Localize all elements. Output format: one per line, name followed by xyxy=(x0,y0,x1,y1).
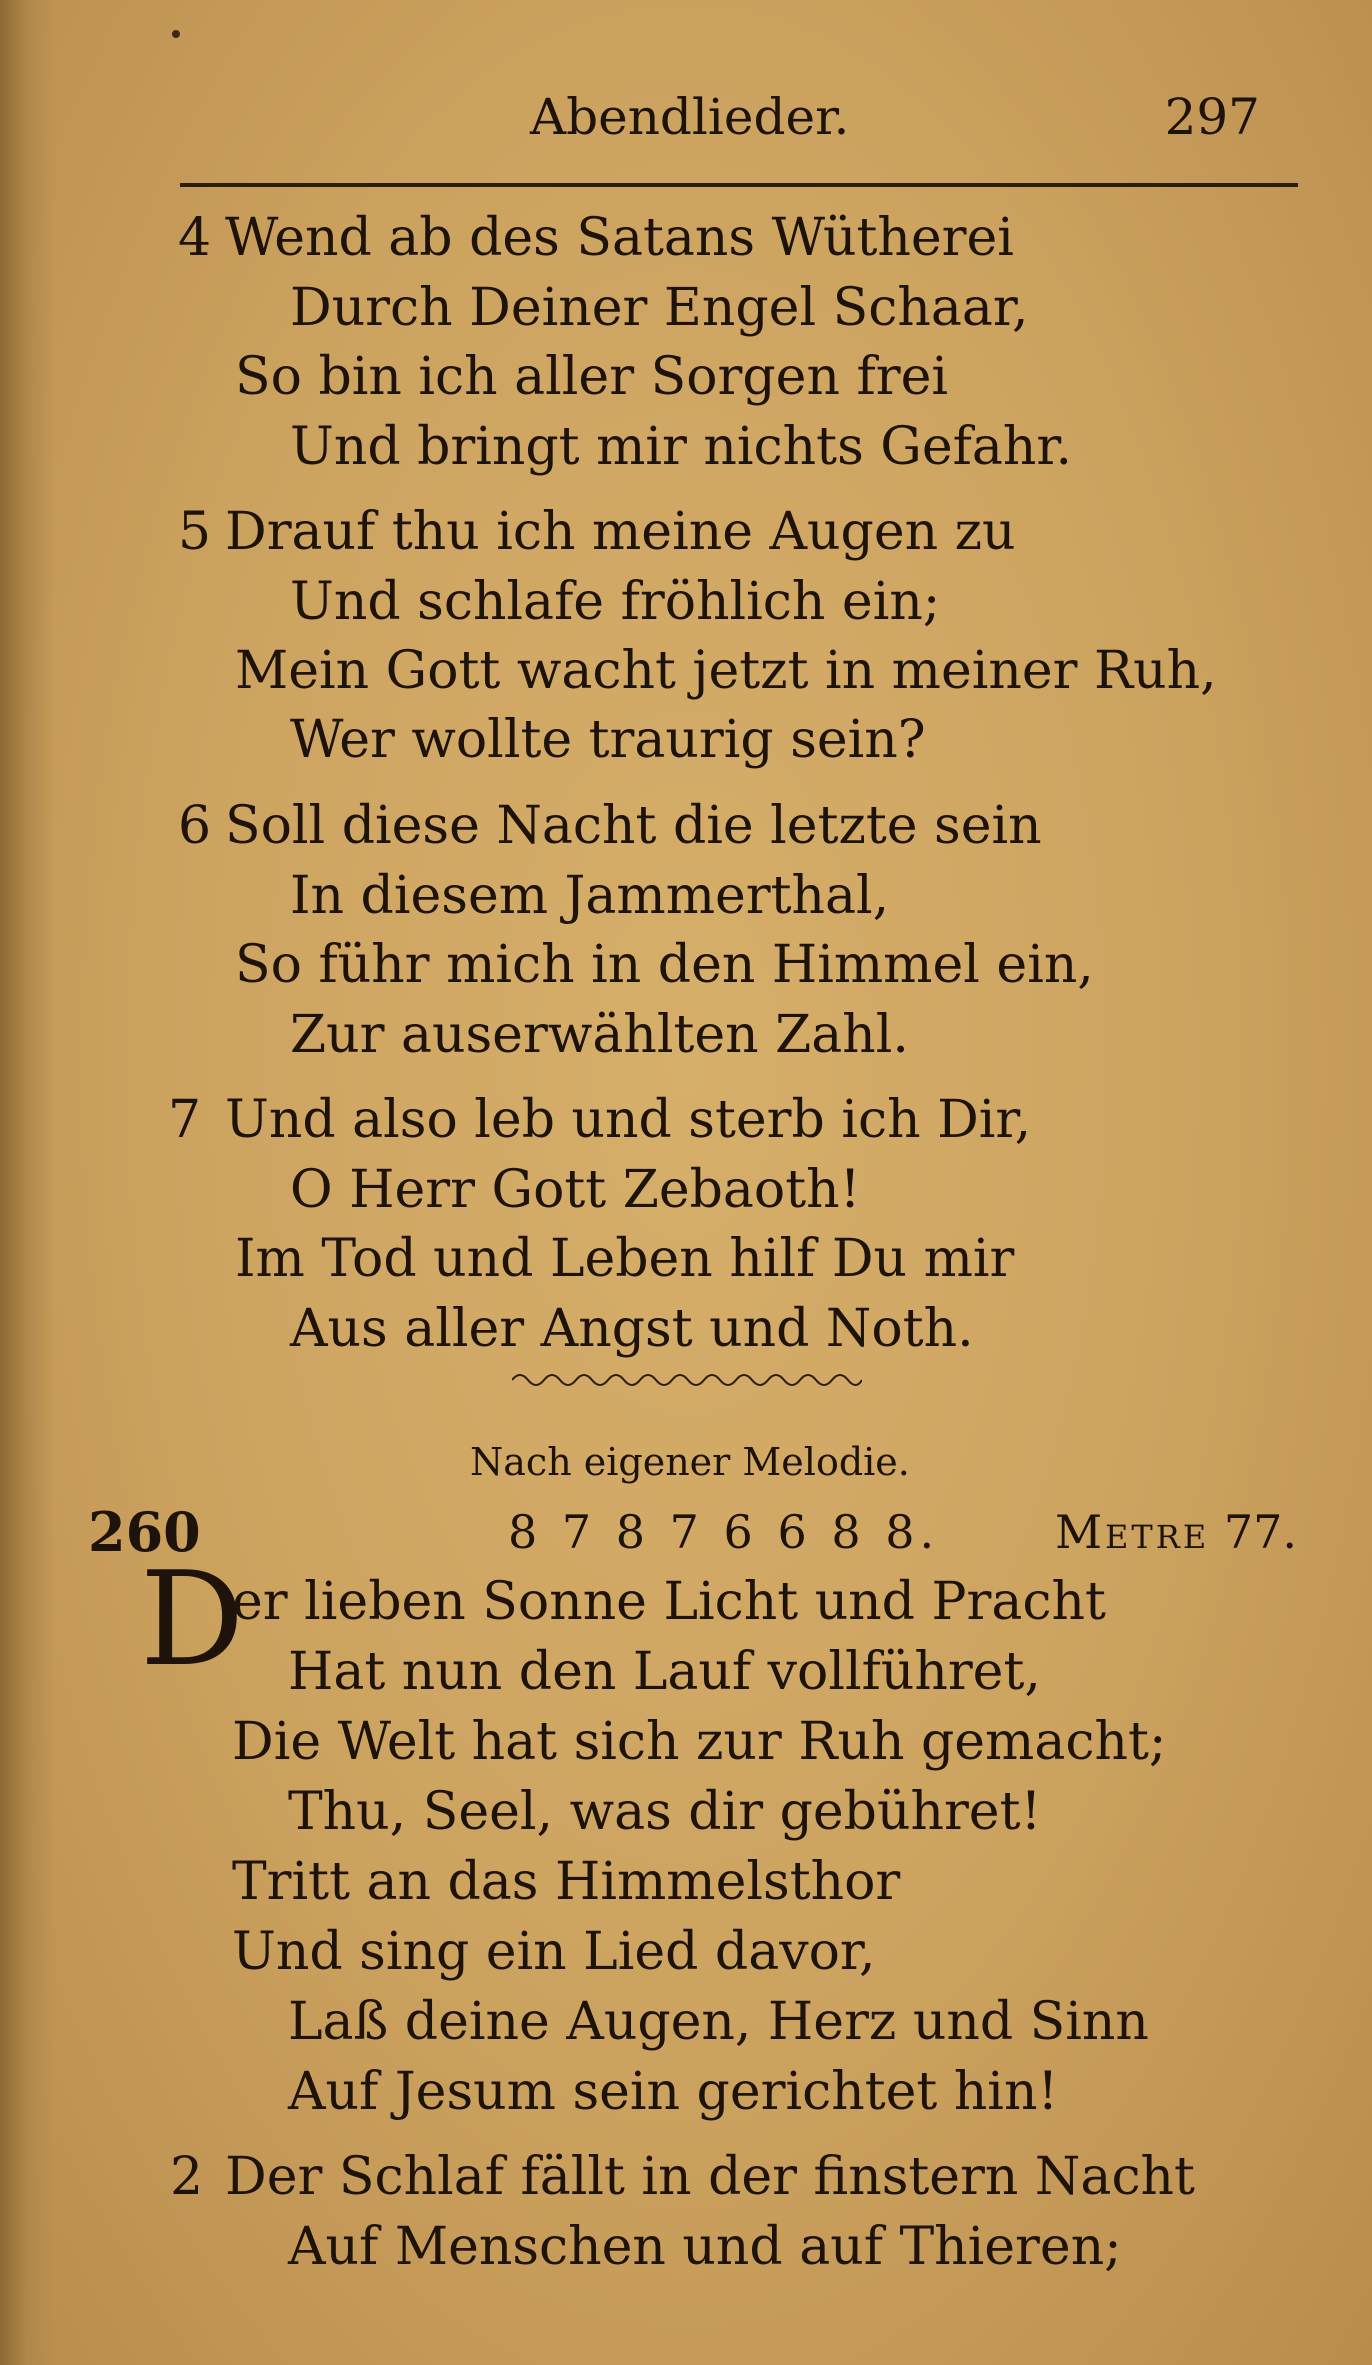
verse-line: Soll diese Nacht die letzte sein xyxy=(225,796,1042,856)
ink-speck xyxy=(172,30,180,38)
verse-line: Thu, Seel, was dir gebühret! xyxy=(288,1782,1042,1842)
verse-line: Mein Gott wacht jetzt in meiner Ruh, xyxy=(235,641,1217,701)
verse-line: Und sing ein Lied davor, xyxy=(232,1922,876,1982)
wavy-ornament-divider xyxy=(512,1368,862,1392)
melody-note: Nach eigener Melodie. xyxy=(470,1440,910,1484)
verse-line: Und also leb und sterb ich Dir, xyxy=(225,1090,1032,1150)
verse-line: Im Tod und Leben hilf Du mir xyxy=(235,1229,1015,1289)
verse-number: 4 xyxy=(178,208,212,268)
verse-line: Zur auserwählten Zahl. xyxy=(290,1005,909,1065)
verse-line: Die Welt hat sich zur Ruh gemacht; xyxy=(232,1712,1167,1772)
verse-line: Durch Deiner Engel Schaar, xyxy=(290,278,1029,338)
verse-line: So bin ich aller Sorgen frei xyxy=(235,347,948,407)
hymn-meter: 8 7 8 7 6 6 8 8. xyxy=(508,1505,940,1559)
metre-reference xyxy=(1055,1505,1297,1559)
page-edge-shadow xyxy=(0,0,55,2365)
verse-line: Drauf thu ich meine Augen zu xyxy=(225,502,1016,562)
verse-line: Und schlafe fröhlich ein; xyxy=(290,572,941,632)
verse-line: So führ mich in den Himmel ein, xyxy=(235,935,1094,995)
verse-number: 6 xyxy=(178,796,212,856)
verse-line: Aus aller Angst und Noth. xyxy=(290,1299,974,1359)
verse-line: Auf Menschen und auf Thieren; xyxy=(288,2217,1122,2277)
metre-number: 77. xyxy=(1223,1505,1297,1559)
header-rule xyxy=(180,183,1298,187)
verse-number: 5 xyxy=(178,502,212,562)
verse-number: 2 xyxy=(170,2147,204,2207)
hymn-number: 260 xyxy=(88,1500,201,1564)
running-title: Abendlieder. xyxy=(530,88,850,146)
verse-line: Hat nun den Lauf vollführet, xyxy=(288,1642,1041,1702)
drop-cap: D xyxy=(140,1543,245,1695)
verse-number: 7 xyxy=(168,1090,202,1150)
verse-line: Und bringt mir nichts Gefahr. xyxy=(290,417,1073,477)
metre-word: Metre xyxy=(1054,1505,1210,1559)
verse-line: er lieben Sonne Licht und Pracht xyxy=(232,1572,1106,1632)
verse-line: Laß deine Augen, Herz und Sinn xyxy=(288,1992,1149,2052)
verse-line: In diesem Jammerthal, xyxy=(290,866,890,926)
verse-line: Auf Jesum sein gerichtet hin! xyxy=(288,2062,1059,2122)
verse-line: Tritt an das Himmelsthor xyxy=(232,1852,901,1912)
verse-line: Wer wollte traurig sein? xyxy=(290,710,926,770)
verse-line: Der Schlaf fällt in der finstern Nacht xyxy=(225,2147,1195,2207)
verse-line: Wend ab des Satans Wütherei xyxy=(225,208,1014,268)
page-number: 297 xyxy=(1164,88,1260,146)
verse-line: O Herr Gott Zebaoth! xyxy=(290,1160,861,1220)
